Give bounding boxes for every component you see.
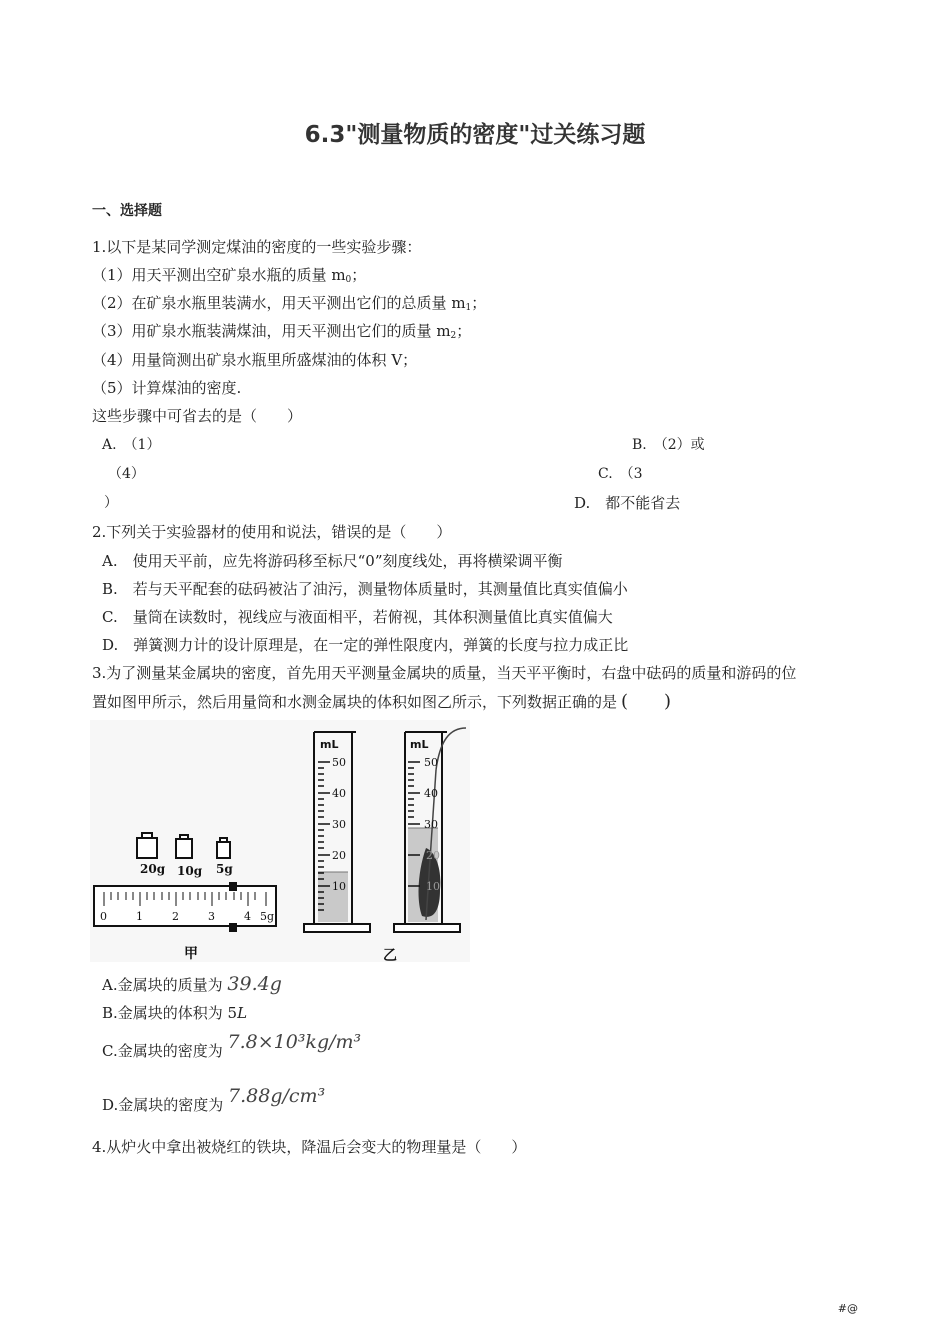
q1-step-5: （5）计算煤油的密度. xyxy=(92,379,242,397)
cyl1-tick-50: 50 xyxy=(332,756,346,769)
cyl1-tick-20: 20 xyxy=(332,849,346,862)
ruler-label-5g: 5g xyxy=(260,910,275,923)
q1-step-4: （4）用量筒测出矿泉水瓶里所盛煤油的体积 V； xyxy=(92,351,418,369)
q2-option-b: B. 若与天平配套的砝码被沾了油污，测量物体质量时，其测量值比真实值偏小 xyxy=(102,580,628,598)
q1-ask: 这些步骤中可省去的是（ ） xyxy=(92,407,303,425)
cyl2-unit: mL xyxy=(410,738,429,751)
q3-option-c: C.金属块的密度为 7.8×10³kg/m³ xyxy=(102,1031,362,1060)
weight-5g xyxy=(217,838,230,858)
cyl1-tick-40: 40 xyxy=(332,787,346,800)
weight-10g xyxy=(176,835,192,858)
q1-option-c: C. （3 xyxy=(598,466,643,482)
q1-option-c-cont: ） xyxy=(104,495,118,511)
q3-stem-line1: 3.为了测量某金属块的密度，首先用天平测量金属块的质量，当天平平衡时，右盘中砝码的质量和游码的位 xyxy=(92,664,797,682)
q3-option-d: D.金属块的密度为 7.88g/cm³ xyxy=(102,1085,326,1114)
q1-option-d: D. 都不能省去 xyxy=(574,494,681,512)
cyl2-tick-50: 50 xyxy=(424,756,438,769)
q1-stem: 1.以下是某同学测定煤油的密度的一些实验步骤： xyxy=(92,238,422,256)
q3-option-c-math: 7.8×10³kg/m³ xyxy=(227,1031,362,1053)
q1-option-b: B. （2）或 xyxy=(632,437,705,453)
cyl2-tick-10: 10 xyxy=(426,880,440,893)
q3-option-a: A.金属块的质量为 39.4g xyxy=(102,973,282,995)
ruler-label-4: 4 xyxy=(244,910,251,923)
ruler-label-1: 1 xyxy=(136,910,143,923)
cyl2-tick-20: 20 xyxy=(426,849,440,862)
q1-option-a: A. （1） xyxy=(102,437,161,453)
q2-option-a: A. 使用天平前，应先将游码移至标尺“0”刻度线处，再将横梁调平衡 xyxy=(102,552,563,570)
q3-option-a-math: 39.4g xyxy=(227,973,282,995)
cyl1-tick-30: 30 xyxy=(332,818,346,831)
cyl2-tick-30: 30 xyxy=(424,818,438,831)
ruler-label-2: 2 xyxy=(172,910,179,923)
label-yi: 乙 xyxy=(383,948,397,962)
ruler-label-3: 3 xyxy=(208,910,215,923)
page-footer: #@ xyxy=(837,1302,858,1315)
cyl2-tick-40: 40 xyxy=(424,787,438,800)
q1-step-3: （3）用矿泉水瓶装满煤油，用天平测出它们的质量 $m_2$； xyxy=(92,322,472,341)
q3-option-d-math: 7.88g/cm³ xyxy=(228,1085,326,1107)
q1-option-b-cont: （4） xyxy=(108,466,145,482)
q1-step-2: （2）在矿泉水瓶里装满水，用天平测出它们的总质量 $m_1$； xyxy=(92,294,487,313)
page-title: 6.3"测量物质的密度"过关练习题 xyxy=(304,122,646,148)
rider-bottom xyxy=(229,923,237,932)
q1-step-1: （1）用天平测出空矿泉水瓶的质量 $m_0$； xyxy=(92,266,367,285)
weight-label-20g: 20g xyxy=(140,862,166,876)
q3-figure xyxy=(90,720,470,962)
weight-label-10g: 10g xyxy=(177,864,203,878)
q4-stem: 4.从炉火中拿出被烧红的铁块，降温后会变大的物理量是（ ） xyxy=(92,1138,527,1156)
cyl1-tick-10: 10 xyxy=(332,880,346,893)
q2-option-c: C. 量筒在读数时，视线应与液面相平，若俯视，其体积测量值比真实值偏大 xyxy=(102,608,613,626)
q3-option-b: B.金属块的体积为 5L xyxy=(102,1004,248,1022)
q2-stem: 2.下列关于实验器材的使用和说法，错误的是（ ） xyxy=(92,523,452,541)
section-heading: 一、选择题 xyxy=(92,203,162,219)
ruler-label-0: 0 xyxy=(100,910,107,923)
q3-stem-line2: 置如图甲所示，然后用量筒和水测金属块的体积如图乙所示，下列数据正确的是 ( ) xyxy=(92,691,672,712)
label-jia: 甲 xyxy=(184,946,198,962)
q2-option-d: D. 弹簧测力计的设计原理是，在一定的弹性限度内，弹簧的长度与拉力成正比 xyxy=(102,636,629,654)
cyl1-unit: mL xyxy=(320,738,339,751)
rider-top xyxy=(229,882,237,891)
weight-label-5g: 5g xyxy=(216,862,233,876)
